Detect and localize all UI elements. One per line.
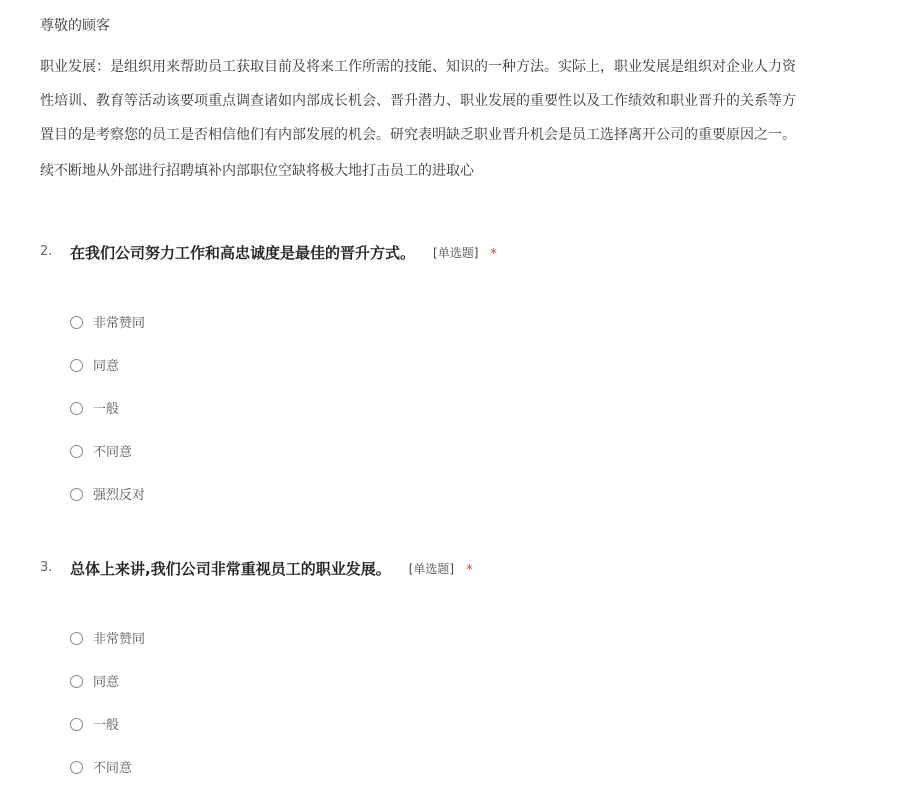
option-label: 同意 [93, 675, 120, 690]
radio-button[interactable] [70, 675, 83, 688]
option-label: 非常赞同 [93, 632, 146, 647]
option-label: 非常赞同 [93, 316, 146, 331]
intro-line: 置目的是考察您的员工是否相信他们有内部发展的机会。研究表明缺乏职业晋升机会是员工选择离开公司的重要原因之一。 [40, 127, 796, 143]
question-title-text: 在我们公司努力工作和高忠诚度是最佳的晋升方式。 [70, 244, 416, 262]
intro-line: 性培训、教育等活动该要项重点调查诸如内部成长机会、晋升潜力、职业发展的重要性以及工作绩效和职业晋升的关系等方 [40, 93, 796, 109]
required-marker: * [466, 563, 473, 578]
radio-button[interactable] [70, 761, 83, 774]
radio-button[interactable] [70, 718, 83, 731]
radio-button[interactable] [70, 488, 83, 501]
option-label: 不同意 [93, 761, 133, 776]
question-title [70, 558, 473, 582]
option-label: 同意 [93, 359, 120, 374]
option-label: 强烈反对 [93, 488, 146, 503]
radio-button[interactable] [70, 445, 83, 458]
greeting-text: 尊敬的顾客 [40, 18, 110, 34]
required-marker: * [490, 247, 497, 262]
option-label: 一般 [93, 402, 120, 417]
radio-button[interactable] [70, 359, 83, 372]
option-label: 不同意 [93, 445, 133, 460]
question-number: 2. [40, 244, 53, 259]
radio-button[interactable] [70, 632, 83, 645]
question-number: 3. [40, 560, 53, 575]
question-type-badge: [单选题] [433, 246, 479, 260]
option-label: 一般 [93, 718, 120, 733]
question-type-badge: [单选题] [408, 562, 455, 576]
question-title [70, 242, 497, 266]
radio-button[interactable] [70, 402, 83, 415]
radio-button[interactable] [70, 316, 83, 329]
intro-line: 续不断地从外部进行招聘填补内部职位空缺将极大地打击员工的进取心 [40, 163, 474, 179]
question-title-text: 总体上来讲,我们公司非常重视员工的职业发展。 [70, 560, 391, 578]
intro-line: 职业发展：是组织用来帮助员工获取目前及将来工作所需的技能、知识的一种方法。实际上，职业发展是组织对企业人力资 [40, 59, 796, 75]
